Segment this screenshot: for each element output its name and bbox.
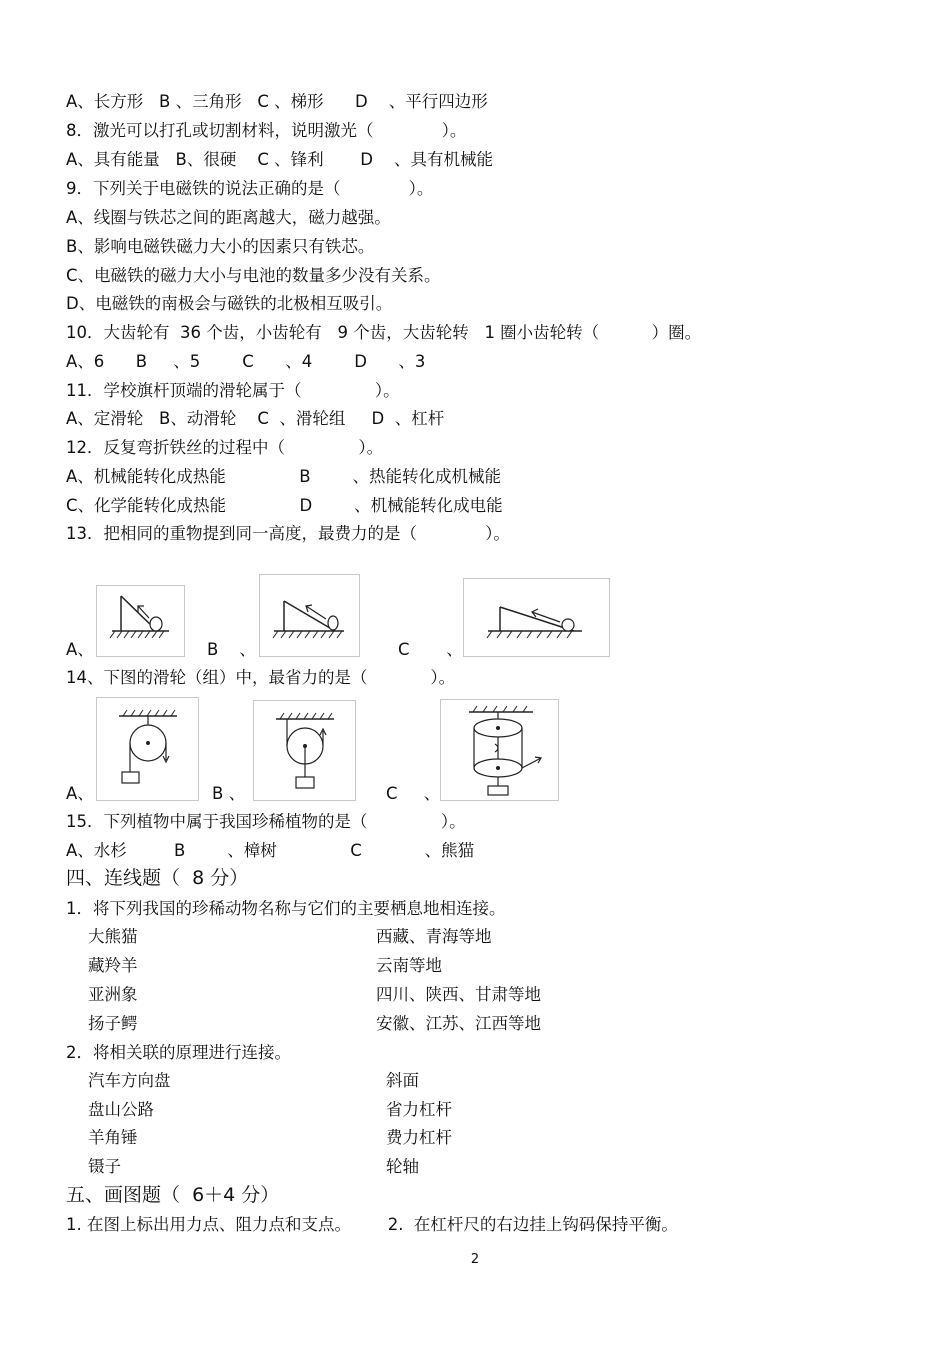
q12-stem: 12．反复弯折铁丝的过程中（ ）。 bbox=[66, 438, 384, 457]
section4-title: 四、连线题（ 8 分） bbox=[66, 867, 249, 889]
q14-label-c: C 、 bbox=[386, 784, 441, 803]
q13-label-a: A、 bbox=[66, 640, 94, 659]
q8-stem: 8．激光可以打孔或切割材料，说明激光（ ）。 bbox=[66, 121, 467, 140]
match1-left-item: 扬子鳄 bbox=[88, 1014, 138, 1033]
q9-option-d: D、电磁铁的南极会与磁铁的北极相互吸引。 bbox=[66, 294, 393, 313]
match1-right-item: 安徽、江苏、江西等地 bbox=[376, 1014, 541, 1033]
q9-option-b: B、影响电磁铁磁力大小的因素只有铁芯。 bbox=[66, 237, 375, 256]
match2-right-item: 轮轴 bbox=[386, 1157, 419, 1176]
match1-left-item: 藏羚羊 bbox=[88, 956, 138, 975]
q8-options: A、具有能量 B、很硬 C 、锋利 D 、具有机械能 bbox=[66, 150, 493, 169]
q12-options-ab: A、机械能转化成热能 B 、热能转化成机械能 bbox=[66, 467, 501, 486]
q14-label-a: A、 bbox=[66, 784, 94, 803]
incline-figure-b bbox=[259, 574, 360, 657]
pulley-figure-b bbox=[253, 700, 356, 801]
pulley-figure-c bbox=[440, 699, 559, 801]
page-number: 2 bbox=[470, 1252, 480, 1267]
q14-stem: 14、下图的滑轮（组）中，最省力的是（ ）。 bbox=[66, 668, 456, 687]
incline-figure-c bbox=[463, 578, 610, 657]
q12-options-cd: C、化学能转化成热能 D 、机械能转化成电能 bbox=[66, 496, 503, 515]
match1-left-item: 大熊猫 bbox=[88, 927, 138, 946]
q13-label-c: C 、 bbox=[398, 640, 463, 659]
match1-right-item: 云南等地 bbox=[376, 956, 442, 975]
q15-stem: 15．下列植物中属于我国珍稀植物的是（ ）。 bbox=[66, 812, 466, 831]
match1-left-item: 亚洲象 bbox=[88, 985, 138, 1004]
q13-stem: 13．把相同的重物提到同一高度，最费力的是（ ）。 bbox=[66, 524, 510, 543]
match2-right-item: 费力杠杆 bbox=[386, 1128, 452, 1147]
section4-q1-stem: 1．将下列我国的珍稀动物名称与它们的主要栖息地相连接。 bbox=[66, 899, 506, 918]
q9-option-a: A、线圈与铁芯之间的距离越大，磁力越强。 bbox=[66, 208, 391, 227]
q11-stem: 11．学校旗杆顶端的滑轮属于（ ）。 bbox=[66, 381, 400, 400]
q9-option-c: C、电磁铁的磁力大小与电池的数量多少没有关系。 bbox=[66, 266, 441, 285]
section5-questions: 1. 在图上标出用力点、阻力点和支点。 2. 在杠杆尺的右边挂上钩码保持平衡。 bbox=[66, 1215, 678, 1234]
match2-left-item: 盘山公路 bbox=[88, 1100, 154, 1119]
match1-right-item: 西藏、青海等地 bbox=[376, 927, 492, 946]
q10-options: A、6 B 、5 C 、4 D 、3 bbox=[66, 352, 426, 371]
section5-title: 五、画图题（ 6＋4 分） bbox=[66, 1184, 280, 1206]
section4-q2-stem: 2．将相关联的原理进行连接。 bbox=[66, 1043, 291, 1062]
q9-stem: 9．下列关于电磁铁的说法正确的是（ ）。 bbox=[66, 179, 434, 198]
q7-options: A、长方形 B 、三角形 C 、梯形 D 、平行四边形 bbox=[66, 92, 488, 111]
q10-stem: 10．大齿轮有 36 个齿，小齿轮有 9 个齿，大齿轮转 1 圈小齿轮转（ ）圈。 bbox=[66, 323, 702, 342]
match2-left-item: 羊角锤 bbox=[88, 1128, 138, 1147]
match2-left-item: 汽车方向盘 bbox=[88, 1071, 171, 1090]
match2-left-item: 镊子 bbox=[88, 1157, 121, 1176]
q15-options: A、水杉 B 、樟树 C 、熊猫 bbox=[66, 841, 475, 860]
match1-right-item: 四川、陕西、甘肃等地 bbox=[376, 985, 541, 1004]
q11-options: A、定滑轮 B、动滑轮 C 、滑轮组 D 、杠杆 bbox=[66, 409, 445, 428]
pulley-figure-a bbox=[96, 697, 199, 801]
match2-right-item: 斜面 bbox=[386, 1071, 419, 1090]
match2-right-item: 省力杠杆 bbox=[386, 1100, 452, 1119]
incline-figure-a bbox=[96, 585, 185, 657]
q13-label-b: B 、 bbox=[207, 640, 256, 659]
q14-label-b: B 、 bbox=[212, 784, 246, 803]
